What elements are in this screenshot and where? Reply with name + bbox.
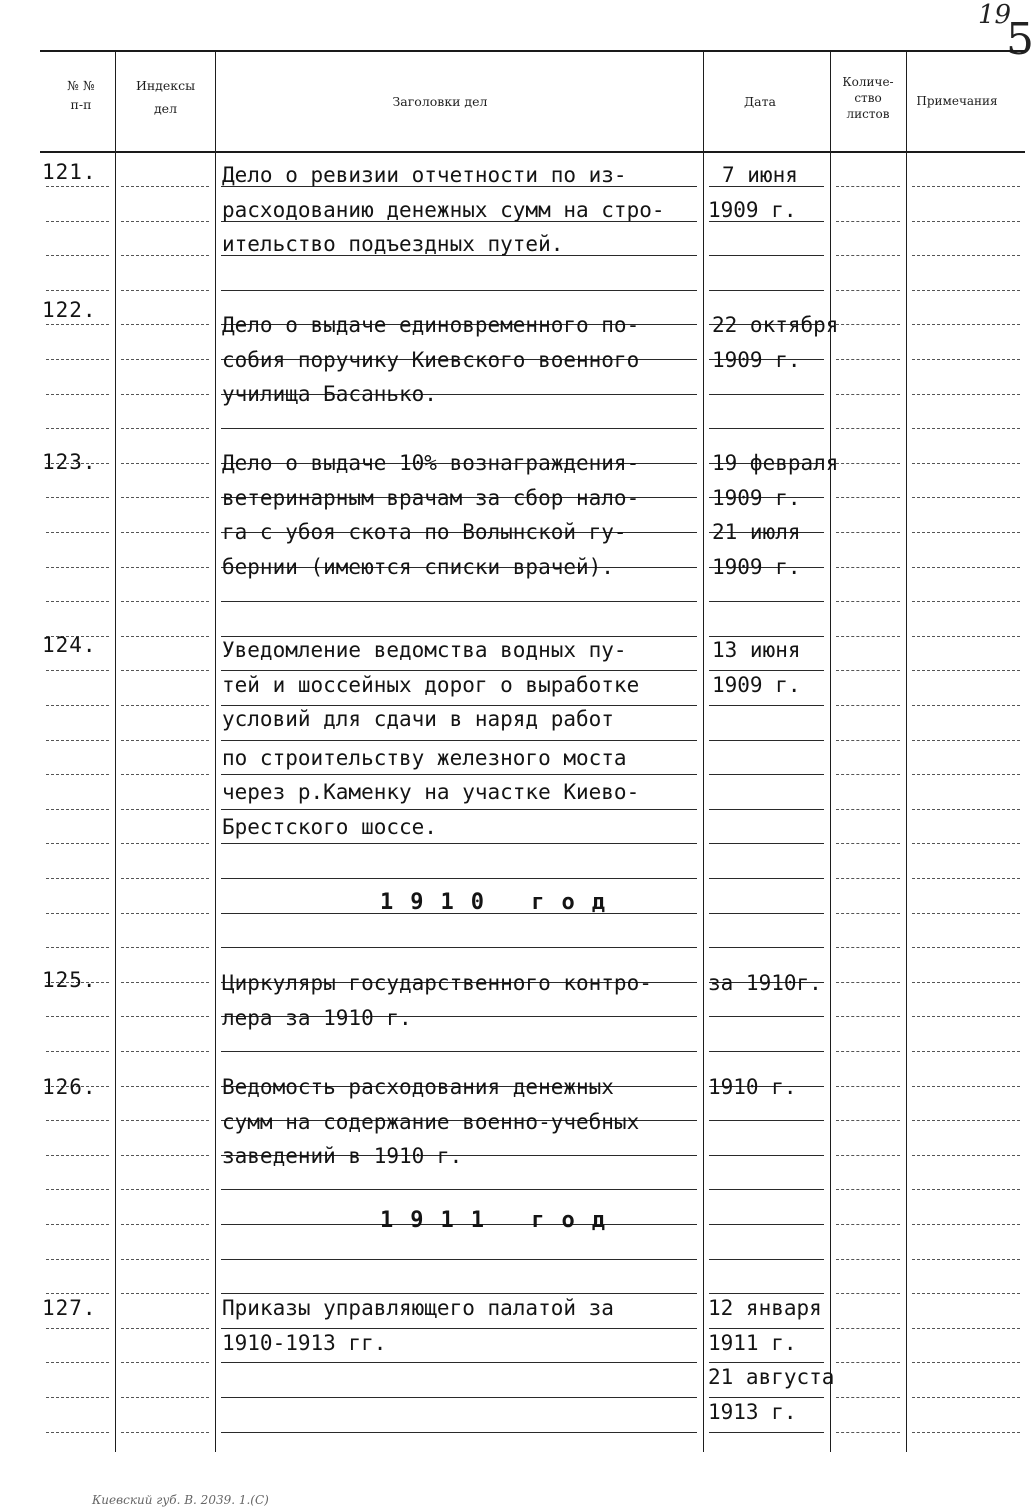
entry-number: 122.: [42, 298, 97, 322]
ruled-line: [836, 1016, 900, 1017]
ruled-line: [121, 394, 209, 395]
printer-imprint: Киевский губ. В. 2039. 1.(С): [92, 1493, 269, 1507]
ruled-line: [46, 1155, 109, 1156]
ruled-line: [221, 1051, 697, 1052]
ruled-line: [912, 1086, 1020, 1087]
ruled-line: [46, 1328, 109, 1329]
ruled-line: [46, 532, 109, 533]
ruled-line: [912, 567, 1020, 568]
ruled-line: [121, 601, 209, 602]
ruled-line: [912, 1432, 1020, 1433]
ruled-line: [912, 809, 1020, 810]
header-col-notes: Примечания: [916, 94, 998, 108]
header-col-number: № № п-п: [67, 78, 95, 112]
ruled-line: [121, 947, 209, 948]
ruled-line: [121, 324, 209, 325]
entry-date: 12 января 1911 г. 21 августа 1913 г.: [708, 1296, 835, 1424]
ruled-line: [46, 878, 109, 879]
ruled-line: [709, 774, 824, 775]
ruled-line: [121, 532, 209, 533]
ruled-line: [121, 1016, 209, 1017]
ruled-line: [912, 1293, 1020, 1294]
ruled-line: [836, 1189, 900, 1190]
ruled-line: [709, 1120, 824, 1121]
ruled-line: [46, 1016, 109, 1017]
page-number-handwritten: 19: [978, 0, 1012, 30]
ruled-line: [912, 878, 1020, 879]
ruled-line: [121, 290, 209, 291]
ruled-line: [912, 255, 1020, 256]
ruled-line: [912, 636, 1020, 637]
ruled-line: [221, 601, 697, 602]
ruled-line: [46, 913, 109, 914]
header-bottom-rule: [40, 151, 1025, 153]
ruled-line: [912, 740, 1020, 741]
ruled-line: [709, 601, 824, 602]
header-col-count: Количе- ство листов: [842, 75, 894, 121]
entry-title: Дело о выдаче единовременного по- собия поручику Киевского военного училища Басанько.: [222, 313, 640, 406]
ruled-line: [46, 324, 109, 325]
ruled-line: [221, 1397, 697, 1398]
ruled-line: [912, 1328, 1020, 1329]
ruled-line: [121, 705, 209, 706]
ruled-line: [46, 809, 109, 810]
ruled-line: [912, 774, 1020, 775]
ruled-line: [912, 290, 1020, 291]
ruled-line: [912, 324, 1020, 325]
ruled-line: [46, 1397, 109, 1398]
ruled-line: [46, 359, 109, 360]
ruled-line: [836, 878, 900, 879]
ruled-line: [912, 1120, 1020, 1121]
ruled-line: [46, 497, 109, 498]
year-heading-1910: 1910 год: [380, 890, 622, 915]
ruled-line: [836, 394, 900, 395]
ruled-line: [912, 1189, 1020, 1190]
ruled-line: [121, 1051, 209, 1052]
entry-date: 7 июня 1909 г.: [708, 163, 798, 222]
ruled-line: [121, 463, 209, 464]
ruled-line: [836, 843, 900, 844]
ruled-line: [121, 255, 209, 256]
ruled-line: [709, 290, 824, 291]
ruled-line: [121, 567, 209, 568]
table-top-rule: [40, 50, 1025, 52]
ruled-line: [912, 705, 1020, 706]
ruled-line: [912, 532, 1020, 533]
entry-number: 124.: [42, 633, 97, 657]
ruled-line: [709, 947, 824, 948]
ruled-line: [709, 1224, 824, 1225]
ruled-line: [46, 740, 109, 741]
ruled-line: [46, 567, 109, 568]
entry-title: Уведомление ведомства водных пу- тей и шоссейных дорог о выработке условий для сдачи в наряд работ по строительству железного моста через р.Каменку на участке Киево- Брестского шоссе.: [222, 638, 640, 839]
entry-date: 13 июня 1909 г.: [712, 638, 801, 697]
ruled-line: [836, 255, 900, 256]
entry-number: 127.: [42, 1296, 97, 1320]
ruled-line: [709, 1432, 824, 1433]
ruled-line: [709, 809, 824, 810]
ruled-line: [912, 982, 1020, 983]
ruled-line: [121, 1328, 209, 1329]
ruled-line: [46, 1259, 109, 1260]
ruled-line: [121, 878, 209, 879]
ruled-line: [836, 774, 900, 775]
ruled-line: [46, 394, 109, 395]
ruled-line: [46, 186, 109, 187]
ruled-line: [121, 1086, 209, 1087]
ruled-line: [46, 1293, 109, 1294]
ruled-line: [912, 601, 1020, 602]
header-col-title: Заголовки дел: [392, 94, 488, 109]
ruled-line: [709, 1155, 824, 1156]
ruled-line: [221, 947, 697, 948]
ruled-line: [912, 1259, 1020, 1260]
ruled-line: [221, 1259, 697, 1260]
header-col-index: Индексы дел: [135, 78, 196, 116]
ruled-line: [912, 670, 1020, 671]
entry-date: 19 февраля 1909 г. 21 июля 1909 г.: [712, 451, 839, 579]
ruled-line: [121, 1189, 209, 1190]
ruled-line: [912, 428, 1020, 429]
ruled-line: [46, 1432, 109, 1433]
page-corner-mark: 5: [1006, 14, 1034, 65]
col-divider-num: [115, 52, 116, 1452]
ruled-line: [221, 878, 697, 879]
ruled-line: [121, 740, 209, 741]
ruled-line: [121, 497, 209, 498]
ruled-line: [912, 843, 1020, 844]
ruled-line: [836, 913, 900, 914]
ruled-line: [46, 1362, 109, 1363]
ruled-line: [836, 947, 900, 948]
ruled-line: [912, 913, 1020, 914]
ruled-line: [709, 394, 824, 395]
ruled-line: [709, 705, 824, 706]
ruled-line: [46, 221, 109, 222]
ruled-line: [121, 1362, 209, 1363]
ruled-line: [46, 601, 109, 602]
ruled-line: [46, 774, 109, 775]
ruled-line: [912, 1224, 1020, 1225]
ruled-line: [46, 670, 109, 671]
ruled-line: [912, 497, 1020, 498]
ruled-line: [121, 913, 209, 914]
ruled-line: [709, 1051, 824, 1052]
ruled-line: [121, 982, 209, 983]
entry-title: Приказы управляющего палатой за 1910-1913 гг.: [222, 1296, 614, 1355]
ruled-line: [709, 1259, 824, 1260]
ruled-line: [46, 1189, 109, 1190]
ruled-line: [46, 290, 109, 291]
entry-date: 22 октября 1909 г.: [712, 313, 839, 372]
ruled-line: [836, 1432, 900, 1433]
ruled-line: [221, 1432, 697, 1433]
ruled-line: [912, 1016, 1020, 1017]
ruled-line: [121, 186, 209, 187]
ruled-line: [912, 221, 1020, 222]
ruled-line: [836, 1155, 900, 1156]
ruled-line: [121, 359, 209, 360]
ruled-line: [121, 809, 209, 810]
ruled-line: [709, 843, 824, 844]
ruled-line: [121, 1293, 209, 1294]
ruled-line: [709, 1016, 824, 1017]
ruled-line: [221, 1362, 697, 1363]
ruled-line: [709, 1189, 824, 1190]
ruled-line: [836, 290, 900, 291]
ruled-line: [121, 1224, 209, 1225]
entry-title: Дело о ревизии отчетности по из- расходованию денежных сумм на стро- ительство подъездных путей.: [222, 163, 665, 256]
ruled-line: [709, 428, 824, 429]
ruled-line: [121, 221, 209, 222]
ruled-line: [121, 428, 209, 429]
ruled-line: [836, 601, 900, 602]
ruled-line: [121, 1155, 209, 1156]
ruled-line: [221, 290, 697, 291]
ruled-line: [912, 1155, 1020, 1156]
ruled-line: [46, 1051, 109, 1052]
col-divider-count: [906, 52, 907, 1452]
col-divider-index: [215, 52, 216, 1452]
ruled-line: [709, 255, 824, 256]
ruled-line: [912, 463, 1020, 464]
ruled-line: [836, 1224, 900, 1225]
year-heading-1911: 1911 год: [380, 1208, 622, 1233]
ruled-line: [46, 1224, 109, 1225]
ruled-line: [121, 670, 209, 671]
ruled-line: [912, 1051, 1020, 1052]
ruled-line: [912, 359, 1020, 360]
ruled-line: [46, 255, 109, 256]
ruled-line: [46, 843, 109, 844]
ruled-line: [221, 428, 697, 429]
ruled-line: [46, 947, 109, 948]
entry-date: за 1910г.: [708, 971, 822, 995]
entry-title: Циркуляры государственного контро- лера за 1910 г.: [222, 971, 652, 1030]
ruled-line: [836, 740, 900, 741]
entry-number: 121.: [42, 160, 97, 184]
ruled-line: [121, 636, 209, 637]
ruled-line: [836, 1259, 900, 1260]
col-divider-date: [830, 52, 831, 1452]
ruled-line: [912, 1362, 1020, 1363]
ruled-line: [121, 774, 209, 775]
entry-number: 126.: [42, 1075, 97, 1099]
entry-title: Ведомость расходования денежных сумм на содержание военно-учебных заведений в 1910 г.: [222, 1075, 640, 1168]
header-col-date: Дата: [744, 94, 776, 109]
ruled-line: [912, 947, 1020, 948]
ruled-line: [709, 878, 824, 879]
ruled-line: [912, 394, 1020, 395]
ruled-line: [121, 1397, 209, 1398]
entry-number: 125.: [42, 968, 97, 992]
ruled-line: [46, 1120, 109, 1121]
entry-date: 1910 г.: [708, 1075, 797, 1099]
ruled-line: [46, 428, 109, 429]
ruled-line: [912, 186, 1020, 187]
ruled-line: [836, 705, 900, 706]
entry-title: Дело о выдаче 10% вознаграждения- ветеринарным врачам за сбор нало- га с убоя скота по Волынской гу- бернии (имеются списки врачей).: [222, 451, 640, 579]
ruled-line: [836, 809, 900, 810]
ruled-line: [221, 1189, 697, 1190]
ruled-line: [836, 1051, 900, 1052]
ruled-line: [121, 1432, 209, 1433]
ruled-line: [836, 1120, 900, 1121]
ruled-line: [836, 428, 900, 429]
col-divider-title: [703, 52, 704, 1452]
ruled-line: [121, 843, 209, 844]
entry-number: 123.: [42, 450, 97, 474]
ruled-line: [709, 740, 824, 741]
ruled-line: [46, 705, 109, 706]
ruled-line: [709, 913, 824, 914]
ruled-line: [121, 1259, 209, 1260]
ruled-line: [912, 1397, 1020, 1398]
ruled-line: [121, 1120, 209, 1121]
